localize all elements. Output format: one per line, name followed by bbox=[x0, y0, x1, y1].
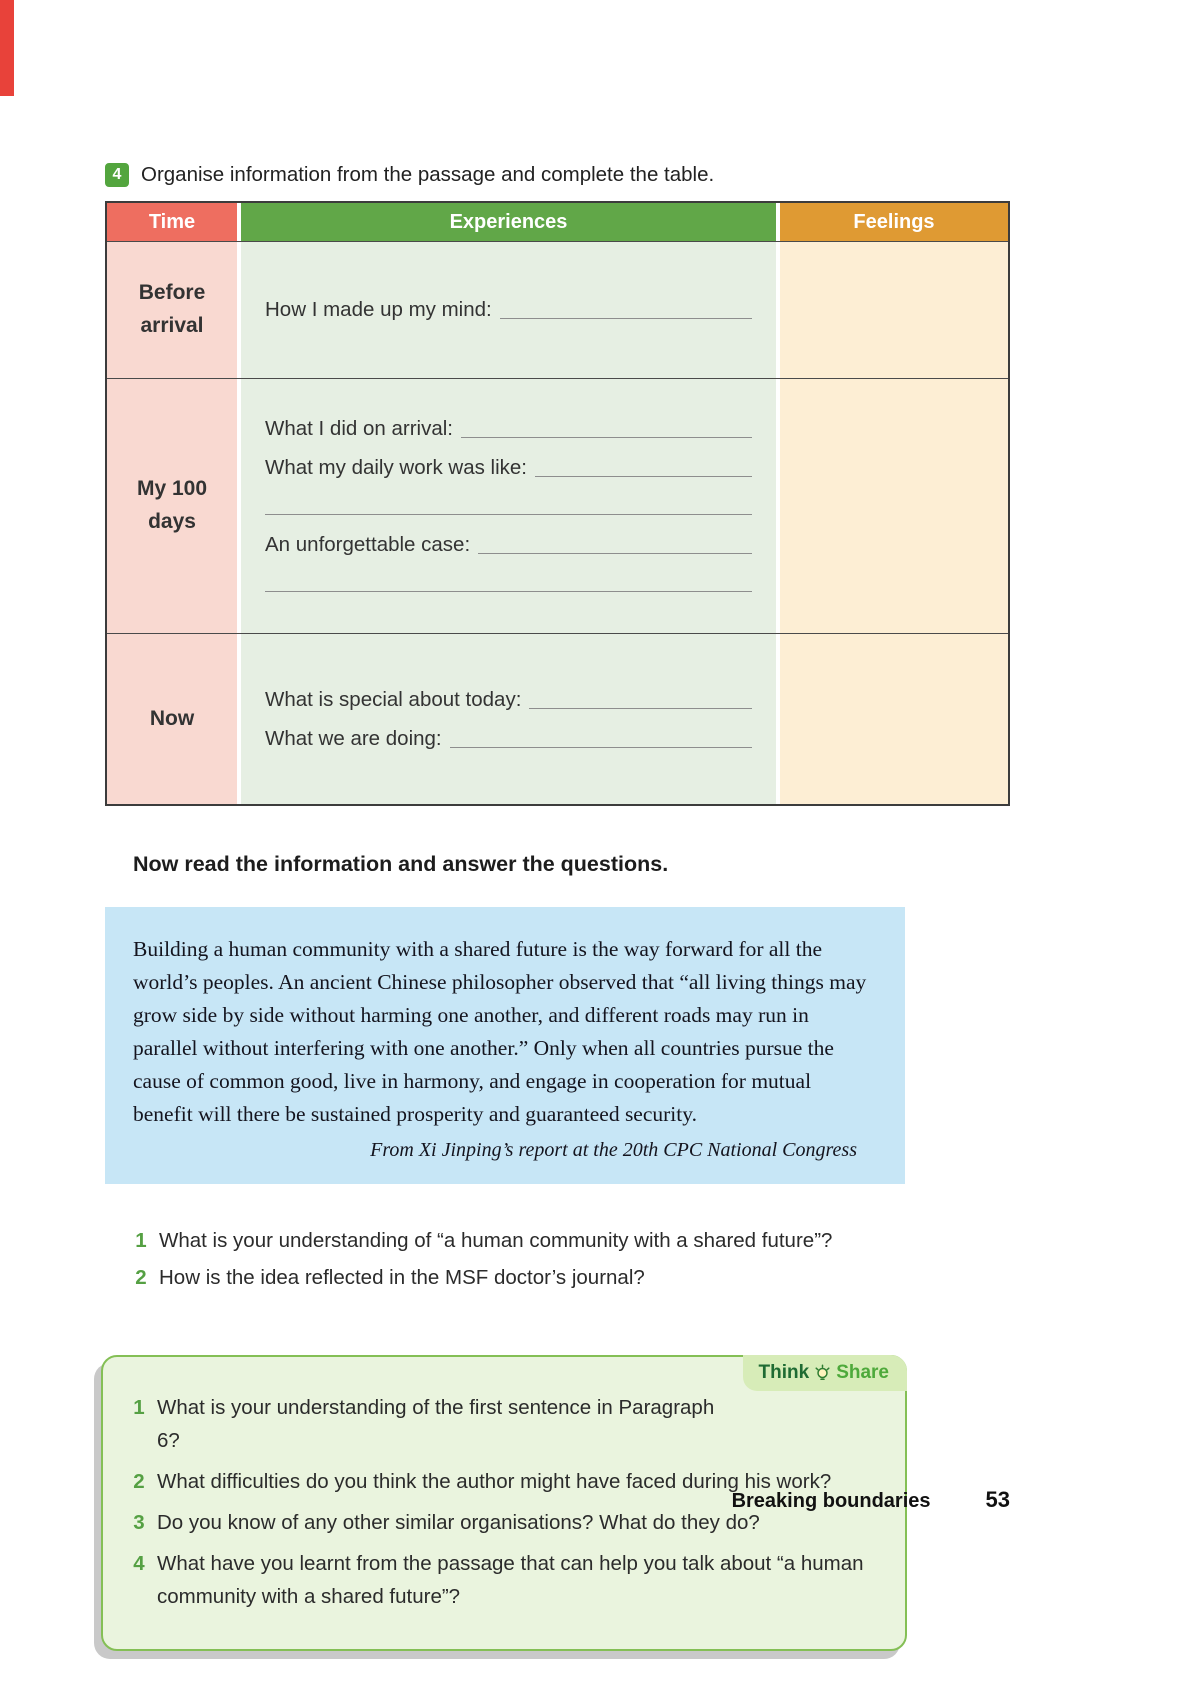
fill-in-line bbox=[265, 726, 752, 751]
answer-blank bbox=[478, 532, 752, 554]
experiences-cell bbox=[241, 379, 776, 633]
answer-blank bbox=[450, 726, 752, 748]
fill-in-line bbox=[265, 417, 752, 442]
footer-page-number: 53 bbox=[985, 1487, 1010, 1512]
answer-blank bbox=[461, 417, 752, 439]
answer-blank bbox=[529, 688, 752, 710]
question-item bbox=[133, 1265, 1010, 1291]
experiences-cell bbox=[241, 634, 776, 804]
fill-in-continuation-line bbox=[265, 571, 752, 596]
feelings-cell bbox=[780, 242, 1008, 378]
badge-share-label: Share bbox=[836, 1362, 889, 1383]
fill-in-label: What we are doing: bbox=[265, 726, 442, 750]
question-text: Do you know of any other similar organisations? What do they do? bbox=[157, 1511, 760, 1534]
page-content bbox=[105, 163, 1010, 1651]
question-number: 3 bbox=[133, 1511, 145, 1534]
time-cell: Before arrival bbox=[107, 242, 237, 378]
answer-blank bbox=[535, 455, 752, 477]
question-text: How is the idea reflected in the MSF doctor’s journal? bbox=[159, 1266, 645, 1289]
fill-in-label: How I made up my mind: bbox=[265, 298, 492, 322]
reading-heading: Now read the information and answer the questions. bbox=[133, 852, 669, 876]
question-text: What have you learnt from the passage that can help you talk about “a human community with a shared future”? bbox=[157, 1552, 864, 1608]
exercise-number-badge: 4 bbox=[105, 163, 129, 187]
badge-think-label: Think bbox=[758, 1362, 810, 1383]
fill-in-label: What my daily work was like: bbox=[265, 455, 528, 479]
footer-chapter-title: Breaking boundaries bbox=[731, 1490, 931, 1512]
fill-in-continuation-line bbox=[265, 494, 752, 519]
exercise-table bbox=[105, 201, 1010, 806]
think-share-question bbox=[131, 1547, 875, 1613]
page-footer bbox=[105, 1487, 1010, 1513]
fill-in-label: An unforgettable case: bbox=[265, 532, 471, 556]
table-row-before-arrival bbox=[107, 241, 1008, 378]
column-header-experiences: Experiences bbox=[241, 203, 776, 241]
question-text: What is your understanding of the first sentence in Paragraph 6? bbox=[157, 1396, 715, 1452]
question-number: 1 bbox=[135, 1229, 147, 1252]
question-number: 2 bbox=[133, 1470, 145, 1493]
question-text: What is your understanding of “a human community with a shared future”? bbox=[159, 1229, 833, 1252]
fill-in-line bbox=[265, 298, 752, 323]
quote-attribution: From Xi Jinping’s report at the 20th CPC National Congress bbox=[370, 1139, 857, 1161]
question-number: 1 bbox=[133, 1396, 145, 1419]
page-edge-red-strip bbox=[0, 0, 14, 96]
fill-in-line bbox=[265, 455, 752, 480]
question-number: 4 bbox=[133, 1552, 145, 1575]
answer-blank bbox=[500, 298, 752, 320]
exercise-header bbox=[105, 163, 1010, 187]
time-cell: My 100 days bbox=[107, 379, 237, 633]
fill-in-line bbox=[265, 532, 752, 557]
exercise-instruction: Organise information from the passage and complete the table. bbox=[141, 163, 715, 186]
feelings-cell bbox=[780, 379, 1008, 633]
question-text: What difficulties do you think the author might have faced during his work? bbox=[157, 1470, 832, 1493]
column-header-time: Time bbox=[107, 203, 237, 241]
fill-in-label: What I did on arrival: bbox=[265, 417, 453, 441]
question-number: 2 bbox=[135, 1266, 147, 1289]
answer-blank bbox=[265, 494, 752, 516]
table-row-now bbox=[107, 633, 1008, 804]
fill-in-line bbox=[265, 688, 752, 713]
table-header-row bbox=[107, 203, 1008, 241]
quote-passage: Building a human community with a shared future is the way forward for all the world’s peoples. An ancient Chinese philosopher observed that “all living things may grow side by side without harming one another, and different roads may run in parallel without interfering with one another.” Only when all countries pursue the cause of common good, live in harmony, and engage in cooperation for mutual benefit will there be sustained prosperity and guaranteed security. bbox=[133, 937, 867, 1126]
reading-questions bbox=[133, 1228, 1010, 1291]
question-item bbox=[133, 1228, 1010, 1254]
feelings-cell bbox=[780, 634, 1008, 804]
think-share-badge bbox=[743, 1355, 907, 1391]
time-cell: Now bbox=[107, 634, 237, 804]
think-share-question bbox=[131, 1391, 875, 1457]
fill-in-label: What is special about today: bbox=[265, 688, 522, 711]
quote-box bbox=[105, 907, 905, 1184]
column-header-feelings: Feelings bbox=[780, 203, 1008, 241]
lightbulb-icon bbox=[814, 1364, 831, 1383]
experiences-cell bbox=[241, 242, 776, 378]
answer-blank bbox=[265, 571, 752, 593]
table-row-my-100-days bbox=[107, 378, 1008, 633]
